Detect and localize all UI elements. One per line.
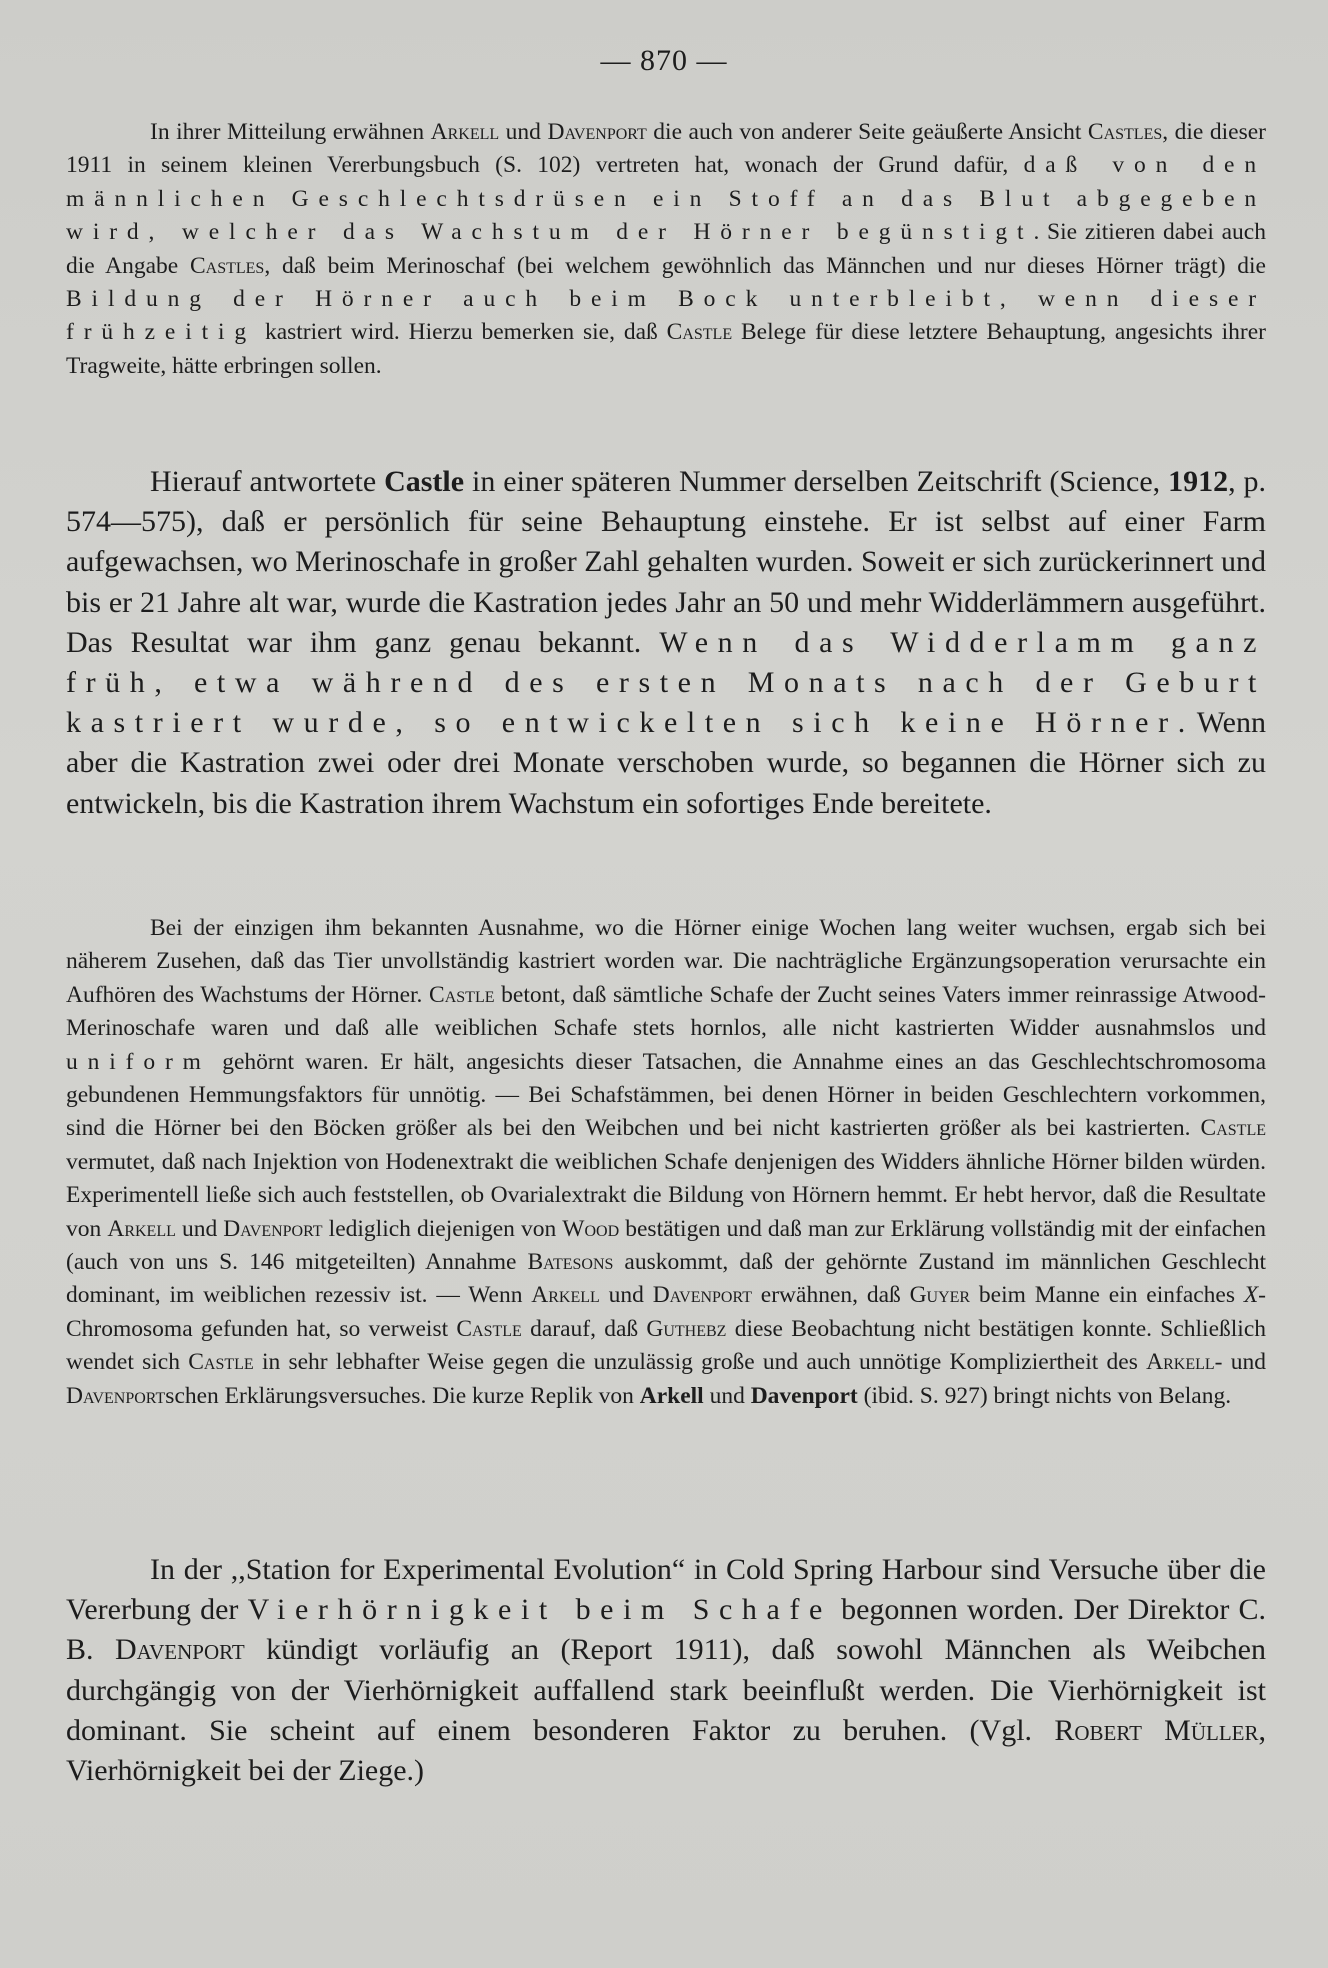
text-run: Hierauf antwortete [150, 465, 385, 498]
chromosome-symbol: X [1243, 1282, 1259, 1309]
text-run: , die dieser 1911 in seinem kleinen Vererbungsbuch (S. 102) vertreten hat, wonach der Grund dafür, [66, 119, 1267, 179]
text-run: die auch von anderer Seite geäußerte Ansicht [646, 119, 1088, 145]
author-name: Castles [189, 252, 265, 279]
text-run: lediglich diejenigen von [322, 1215, 563, 1242]
author-name: Castle [188, 1349, 254, 1376]
text-block-small-1 [66, 116, 1266, 383]
text-run: und [703, 1382, 751, 1409]
spaced-emphasis: uniform [66, 1048, 211, 1075]
spaced-emphasis: daß von den männlichen Geschlechtsdrüsen ein Stoff an das Blut abgegeben wird, welcher das Wachstum der Hörner begünstigt [66, 152, 1266, 246]
text-run: schen Erklärungsversuches. Die kurze Replik von [165, 1382, 640, 1409]
text-run: In ihrer Mitteilung erwähnen [150, 119, 431, 145]
text-run: vermutet, daß nach Injektion von Hodenextrakt die weiblichen Schafe denjenigen des Widders ähnliche Hörner bilden würden. Experimentell ließe sich auch feststellen, ob Ovarialextrakt die Bildung von Hörnern hemmt. Er hebt hervor, daß die Resultate von [66, 1148, 1266, 1242]
text-run: , p. 574—575), daß er persönlich für seine Behauptung einstehe. Er ist selbst auf einer Farm aufgewachsen, wo Merinoschafe in großer Zahl gehalten wurden. Soweit er sich zurückerinnert und bis er 21 Jahre alt war, wurde die Kastration jedes Jahr an 50 und mehr Widderlämmern ausgeführt. Das Resultat war ihm ganz genau bekannt. [66, 465, 1267, 659]
text-run: . Wenn aber die Kastration zwei oder drei Monate verschoben wurde, so begannen die Hörner sich zu entwickeln, bis die Kastration ihrem Wachstum ein sofortiges Ende bereitete. [66, 706, 1266, 820]
author-name: Castle [666, 319, 733, 346]
text-run: Bei der einzigen ihm bekannten Ausnahme, wo die Hörner einige Wochen lang weiter wuchsen, ergab sich bei näherem Zusehen, daß das Tier unvollständig kastriert worden war. Die nachträgliche Ergänzungsoperation verursachte ein Aufhören des Wachstums der Hörner. [66, 915, 1266, 1008]
text-run: In der ,,Station for Experimental Evolution“ in Cold Spring Harbour sind Versuche über die Vererbung der [66, 1553, 1266, 1627]
text-run: , daß beim Merinoschaf (bei welchem gewöhnlich das Männchen und nur dieses Hörner trägt) die [264, 252, 1266, 279]
text-run: , Vierhörnigkeit bei der Ziege.) [66, 1713, 1266, 1788]
text-run: - und [1214, 1349, 1267, 1376]
author-name: Davenport [652, 1282, 752, 1309]
text-run: darauf, daß [521, 1315, 647, 1342]
spaced-emphasis: Vierhörnigkeit beim Schafe [247, 1593, 832, 1627]
text-run: diese Beobachtung nicht bestätigen konnte. Schließlich wendet sich [66, 1315, 1266, 1376]
text-run: Belege für diese letztere Behauptung, angesichts ihrer Tragweite, hätte erbringen sollen. [66, 319, 1266, 379]
author-name: Castle [456, 1315, 522, 1342]
text-run: betont, daß sämtliche Schafe der Zucht seines Vaters immer reinrassige Atwood-Merinoschafe waren und daß alle weiblichen Schafe stets hornlos, alle nicht kastrierten Widder ausnahmslos und [66, 981, 1266, 1042]
page-number: — 870 — [600, 44, 728, 77]
text-run: in einer späteren Nummer derselben Zeitschrift (Science, [464, 465, 1169, 498]
paragraph-arkell-davenport [66, 116, 1266, 383]
spaced-emphasis: Bildung der Hörner auch beim Bock unterbleibt, wenn dieser frühzeitig [66, 286, 1266, 346]
text-run: (ibid. S. 927) bringt nichts von Belang. [857, 1382, 1232, 1409]
author-name: Davenport [750, 1382, 858, 1409]
text-run: kastriert wird. Hierzu bemerken sie, daß [256, 319, 667, 346]
text-run: . Sie zitieren dabei auch die Angabe [66, 219, 1266, 279]
spaced-emphasis: Wenn das Widderlamm ganz früh, etwa während des ersten Monats nach der Geburt kastriert wurde, so entwickelten sich keine Hörner [66, 625, 1266, 740]
paragraph-castle-reply [66, 462, 1266, 824]
year: 1912 [1168, 465, 1229, 498]
author-name: Arkell [639, 1382, 704, 1409]
author-name: Castle [384, 465, 465, 498]
text-run: und [499, 119, 548, 145]
text-run: begonnen worden. Der Direktor C. B. [66, 1593, 1266, 1667]
text-run: und [599, 1282, 653, 1309]
author-name: Arkell [107, 1215, 176, 1242]
author-name: Davenport [223, 1215, 323, 1242]
author-name: Castles [1087, 119, 1163, 145]
paragraph-exception [66, 912, 1266, 1413]
text-run: auskommt, daß der gehörnte Zustand im männlichen Geschlecht dominant, im weiblichen rezessiv ist. — Wenn [66, 1249, 1266, 1309]
author-name: Arkell [531, 1282, 600, 1309]
author-name: Davenport [547, 119, 647, 145]
author-name: Batesons [527, 1249, 614, 1276]
text-run: in sehr lebhafter Weise gegen die unzulässig große und auch unnötige Kompliziertheit des [253, 1349, 1147, 1376]
text-run: beim Manne ein einfaches [970, 1282, 1244, 1309]
author-name: Arkell [430, 119, 500, 145]
author-name: Guthebz [646, 1315, 727, 1342]
author-name: Castle [429, 981, 495, 1008]
text-run: -Chromosoma gefunden hat, so verweist [66, 1282, 1266, 1342]
text-run: kündigt vorläufig an (Report 1911), daß sowohl Männchen als Weibchen durchgängig von der Vierhörnigkeit auffallend stark beeinflußt werden. Die Vierhörnigkeit ist dominant. Sie scheint auf einem besonderen Faktor zu beruhen. (Vgl. [66, 1633, 1266, 1747]
author-name: Robert Müller [1054, 1713, 1259, 1747]
text-run: und [175, 1215, 224, 1242]
author-name: Arkell [1146, 1349, 1215, 1376]
text-run: gehörnt waren. Er hält, angesichts dieser Tatsachen, die Annahme eines an das Geschlechtschromosoma gebundenen Hemmungsfaktors für unnötig. — Bei Schafstämmen, bei denen Hörner in beiden Geschlechtern vorkommen, sind die Hörner bei den Böcken größer als bei den Weibchen und bei nicht kastrierten größer als bei kastrierten. [66, 1048, 1266, 1142]
text-run: bestätigen und daß man zur Erklärung vollständig mit der einfachen (auch von uns S. 146 mitgeteilten) Annahme [66, 1215, 1267, 1276]
author-name: Castle [1200, 1115, 1266, 1142]
text-block-large-2 [66, 1550, 1266, 1791]
author-name: Davenport [114, 1633, 245, 1667]
author-name: Wood [562, 1215, 620, 1242]
paragraph-vierhoernigkeit [66, 1550, 1266, 1791]
text-block-small-2 [66, 912, 1266, 1413]
author-name: Davenport [66, 1382, 166, 1409]
text-block-large-1 [66, 462, 1266, 824]
author-name: Guyer [909, 1282, 971, 1309]
text-run: erwähnen, daß [751, 1282, 910, 1309]
